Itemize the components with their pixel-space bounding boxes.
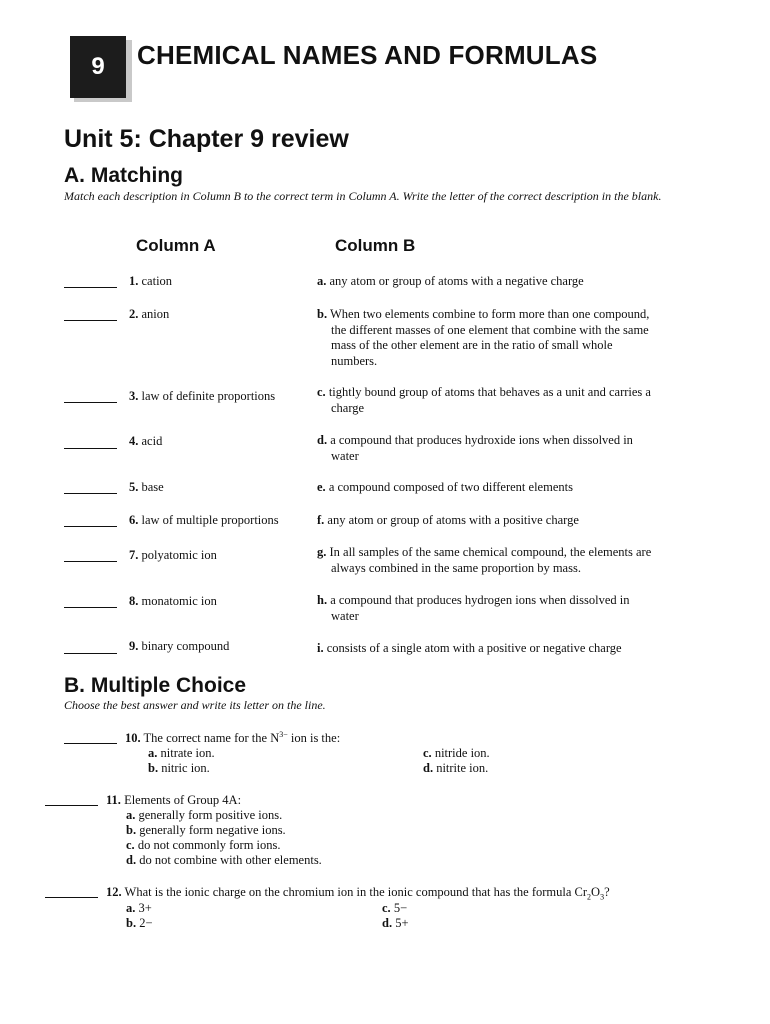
option-text: do not combine with other elements. [139,853,322,867]
unit-title: Unit 5: Chapter 9 review [64,125,349,153]
description-f [317,513,662,529]
option-letter: b. [126,823,137,837]
description-letter: d. [317,433,328,447]
option-letter: d. [126,853,137,867]
chapter-title: CHEMICAL NAMES AND FORMULAS [137,40,598,70]
section-b-instructions: Choose the best answer and write its letter on the line. [64,698,326,712]
answer-blank-4[interactable] [64,448,117,449]
description-text-cont: always combined in the same proportion by mass. [331,560,581,575]
question-11-stem [106,793,241,808]
q11-option-b[interactable] [126,823,286,838]
question-number: 11. [106,793,121,807]
answer-blank-1[interactable] [64,287,117,288]
answer-blank-6[interactable] [64,526,117,527]
option-text: 2− [139,916,153,930]
question-number: 10. [125,731,141,745]
description-letter: c. [317,385,326,399]
option-letter: a. [126,901,136,915]
term-number: 8. [129,594,139,608]
option-letter: d. [423,761,434,775]
description-text: any atom or group of atoms with a negative charge [329,274,584,288]
question-number: 12. [106,885,122,899]
term-number: 3. [129,389,139,403]
description-text-cont: numbers. [331,353,378,368]
question-text: Elements of Group 4A: [124,793,242,807]
description-text-cont: water [331,448,359,463]
formula-subscript: 2 [587,892,592,902]
option-letter: c. [423,746,432,760]
description-g [317,545,662,576]
q10-option-d[interactable] [423,761,488,776]
description-text: a compound composed of two different elements [328,480,573,494]
answer-blank-8[interactable] [64,607,117,608]
term-7 [129,548,217,564]
description-e [317,480,662,496]
question-text: ion is the: [287,731,341,745]
question-text: What is the ionic charge on the chromium ion in the ionic compound that has the formula Cr [124,885,588,899]
term-number: 5. [129,480,139,494]
term-4 [129,434,162,450]
option-text: generally form negative ions. [139,823,286,837]
question-text: ? [604,885,610,899]
q12-option-a[interactable] [126,901,152,916]
description-d [317,433,662,464]
description-letter: i. [317,641,324,655]
term-3 [129,389,275,405]
section-a-title: A. Matching [64,164,183,187]
option-text: 3+ [138,901,152,915]
q10-option-c[interactable] [423,746,490,761]
term-number: 7. [129,548,139,562]
answer-blank-3[interactable] [64,402,117,403]
description-text-cont: the different masses of one element that combine with the same [331,322,649,337]
question-text: O [591,885,601,899]
option-text: nitrate ion. [160,746,215,760]
question-12-stem [106,885,610,900]
q12-option-b[interactable] [126,916,153,931]
description-i [317,641,662,657]
q11-option-d[interactable] [126,853,322,868]
description-letter: g. [317,545,327,559]
answer-blank-9[interactable] [64,653,117,654]
description-text-cont: water [331,608,359,623]
description-text-cont: mass of the other element are in the ratio of small whole [331,338,613,352]
term-text: base [141,480,164,494]
option-letter: b. [126,916,137,930]
term-9 [129,639,229,655]
description-h [317,593,662,624]
description-text: a compound that produces hydrogen ions when dissolved in [330,593,630,607]
description-letter: e. [317,480,326,494]
answer-blank-7[interactable] [64,561,117,562]
term-text: binary compound [141,639,230,653]
description-letter: f. [317,513,325,527]
description-letter: b. [317,307,328,321]
q11-option-c[interactable] [126,838,281,853]
term-5 [129,480,164,496]
description-letter: a. [317,274,327,288]
option-text: nitrite ion. [436,761,489,775]
term-text: polyatomic ion [141,548,217,562]
question-10-stem [125,731,340,746]
description-text-cont: charge [331,400,365,415]
term-number: 6. [129,513,139,527]
column-b-header: Column B [335,236,416,255]
q10-option-b[interactable] [148,761,210,776]
option-text: nitride ion. [434,746,490,760]
description-text: tightly bound group of atoms that behaves as a unit and carries a [328,385,651,399]
term-text: cation [141,274,173,288]
option-text: do not commonly form ions. [137,838,281,852]
term-text: law of definite proportions [141,389,276,403]
option-letter: a. [148,746,158,760]
section-b-title: B. Multiple Choice [64,674,247,697]
option-text: nitric ion. [161,761,210,775]
term-number: 2. [129,307,139,321]
answer-blank-5[interactable] [64,493,117,494]
q12-option-d[interactable] [382,916,409,931]
description-text: consists of a single atom with a positive or negative charge [326,641,622,655]
term-1 [129,274,172,290]
term-number: 9. [129,639,139,653]
formula-subscript: 3 [600,892,605,902]
description-text: a compound that produces hydroxide ions when dissolved in [330,433,633,447]
term-number: 1. [129,274,139,288]
option-letter: d. [382,916,393,930]
description-c [317,385,662,416]
question-text: The correct name for the N [143,731,280,745]
option-letter: a. [126,808,136,822]
answer-blank-10[interactable] [64,743,117,744]
option-text: generally form positive ions. [138,808,283,822]
term-6 [129,513,279,529]
q12-option-c[interactable] [382,901,407,916]
option-letter: c. [126,838,135,852]
option-letter: b. [148,761,159,775]
description-letter: h. [317,593,328,607]
description-text: any atom or group of atoms with a positive charge [327,513,579,527]
description-b [317,307,662,369]
term-text: anion [141,307,170,321]
option-text: 5− [393,901,408,915]
term-text: monatomic ion [141,594,217,608]
chapter-number-badge: 9 [70,36,126,98]
answer-blank-11[interactable] [45,805,98,806]
ion-charge-superscript: 3− [279,729,288,739]
description-text: In all samples of the same chemical compound, the elements are [329,545,652,559]
answer-blank-2[interactable] [64,320,117,321]
option-text: 5+ [395,916,409,930]
option-letter: c. [382,901,391,915]
description-text: When two elements combine to form more than one compound, [329,307,650,321]
term-number: 4. [129,434,139,448]
term-8 [129,594,217,610]
term-text: acid [141,434,163,448]
section-a-instructions: Match each description in Column B to the correct term in Column A. Write the letter of the correct description in the blank. [64,189,662,203]
q11-option-a[interactable] [126,808,282,823]
q10-option-a[interactable] [148,746,215,761]
term-text: law of multiple proportions [141,513,279,527]
term-2 [129,307,169,323]
column-a-header: Column A [136,236,216,255]
description-a [317,274,662,290]
answer-blank-12[interactable] [45,897,98,898]
